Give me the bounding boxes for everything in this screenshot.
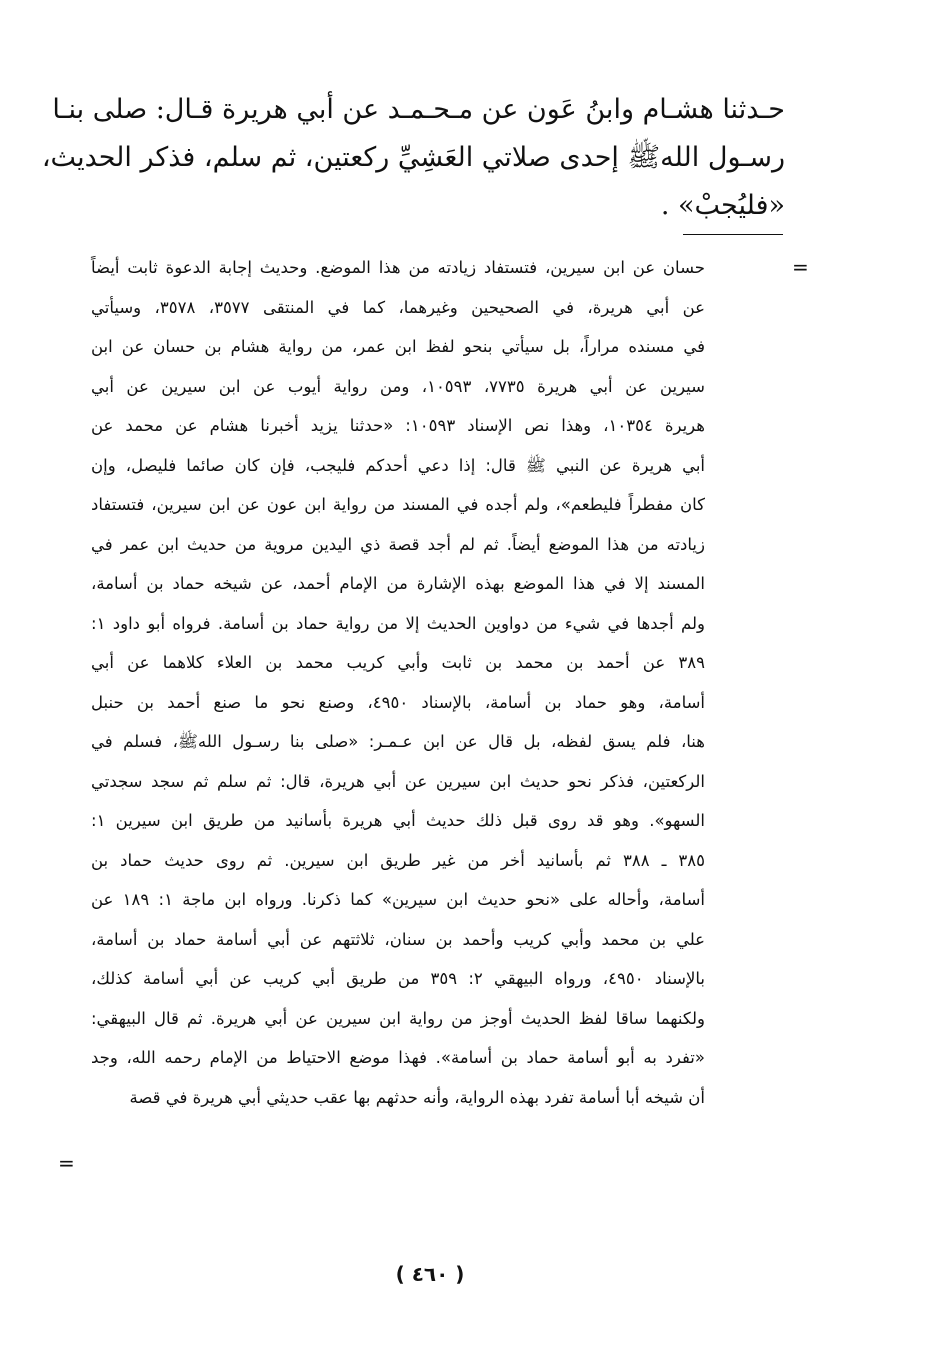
footnote-line: السهو». وهو قد روى قبل ذلك حديث أبي هريرة بأسانيد من طريق ابن سيرين ١: — [91, 811, 705, 830]
footnote-line: هنا، فلم يسق لفظه، بل قال عن ابن عـمـر: «صلى بنا رسـول اللهﷺ، فسلم في — [91, 732, 705, 751]
footnote-line: «تفرد به أبو أسامة حماد بن أسامة». فهذا موضع الاحتياط من الإمام رحمه الله، وجد — [91, 1048, 705, 1067]
page-number: ( ٤٦٠ ) — [395, 1262, 465, 1286]
footnote-line: الركعتين، فذكر نحو حديث ابن سيرين عن أبي هريرة، قال: ثم سلم ثم سجد سجدتي — [91, 771, 705, 791]
footnote-line: أبي هريرة عن النبي ﷺ قال: إذا دعي أحدكم فليجب، فإن كان صائما فليصل، وإن — [91, 455, 705, 475]
continuation-mark-bottom: = — [58, 1151, 75, 1175]
hadith-text — [41, 86, 785, 230]
footnote-line: زيادته من هذا الموضع أيضاً. ثم لم أجد قصة ذي اليدين مروية من حديث ابن عمر في — [91, 534, 705, 554]
hadith-line: حـدثنا هشـام وابنُ عَون عن مـحـمـد عن أبي هريرة قـال: صلى بنـا — [52, 94, 785, 125]
footnote-divider — [683, 234, 783, 235]
footnote-line: علي بن محمد وأبي كريب وأحمد بن سنان، ثلاثتهم عن أبي أسامة حماد بن أسامة، — [91, 929, 705, 949]
continuation-mark-top: = — [792, 255, 809, 279]
footnote-line: كان مفطراً فليطعم»، ولم أجده في المسند من رواية ابن عون عن ابن سيرين، فتستفاد — [91, 495, 705, 514]
hadith-line: «فليُجبْ» . — [660, 190, 785, 221]
footnote-line: ٣٨٥ ـ ٣٨٨ ثم بأسانيد أخر من غير طريق ابن سيرين. ثم روى حديث حماد بن — [91, 850, 705, 870]
footnote-line: عن أبي هريرة، في الصحيحين وغيرهما، كما في المنتقى ٣٥٧٧، ٣٥٧٨، وسيأتي — [91, 297, 706, 317]
footnote-line: سيرين عن أبي هريرة ٧٧٣٥، ١٠٥٩٣، ومن رواية أيوب عن ابن سيرين عن أبي — [91, 376, 705, 396]
footnote-line: ٣٨٩ عن أحمد بن محمد بن ثابت وأبي كريب محمد بن العلاء كلاهما عن أبي — [91, 653, 705, 672]
footnote-line: أن شيخه أبا أسامة تفرد بهذه الرواية، وأنه حدثهم بها عقب حديثي أبي هريرة في قصة — [129, 1087, 705, 1107]
footnote-line: المسند إلا في هذا الموضع بهذه الإشارة من الإمام أحمد، عن شيخه حماد بن أسامة، — [91, 574, 705, 593]
footnote-text — [91, 248, 705, 1117]
footnote-line: هريرة ١٠٣٥٤، وهذا نص الإسناد ١٠٥٩٣: «حدثنا يزيد أخبرنا هشام عن محمد عن — [91, 416, 705, 435]
footnote-line: حسان عن ابن سيرين، فتستفاد زيادته من هذا الموضع. وحديث إجابة الدعوة ثابت أيضاً — [91, 258, 705, 277]
footnote-line: ولكنهما ساقا لفظ الحديث أوجز من رواية ابن سيرين عن أبي هريرة. ثم قال البيهقي: — [91, 1008, 705, 1028]
footnote-line: بالإسناد ٤٩٥٠، ورواه البيهقي ٢: ٣٥٩ من طريق أبي كريب عن أبي أسامة كذلك، — [91, 969, 705, 988]
footnote-line: ولم أجدها في شيء من دواوين الحديث إلا من رواية حماد بن أسامة. فرواه أبو داود ١: — [91, 613, 705, 633]
footnote-line: في مسنده مراراً، بل سيأتي بنحو لفظ ابن عمر، من رواية هشام بن حسان عن ابن — [91, 337, 705, 356]
hadith-line: رسـول اللهﷺ إحدى صلاتي العَشِيِّ ركعتين، ثم سلم، فذكر الحديث، — [41, 142, 785, 173]
footnote-line: أسامة، وأحاله على «نحو حديث ابن سيرين» كما ذكرنا. ورواه ابن ماجة ١: ١٨٩ عن — [91, 890, 705, 909]
footnote-line: أسامة، وهو حماد بن أسامة، بالإسناد ٤٩٥٠، وصنع نحو ما صنع أحمد بن حنبل — [91, 692, 706, 712]
